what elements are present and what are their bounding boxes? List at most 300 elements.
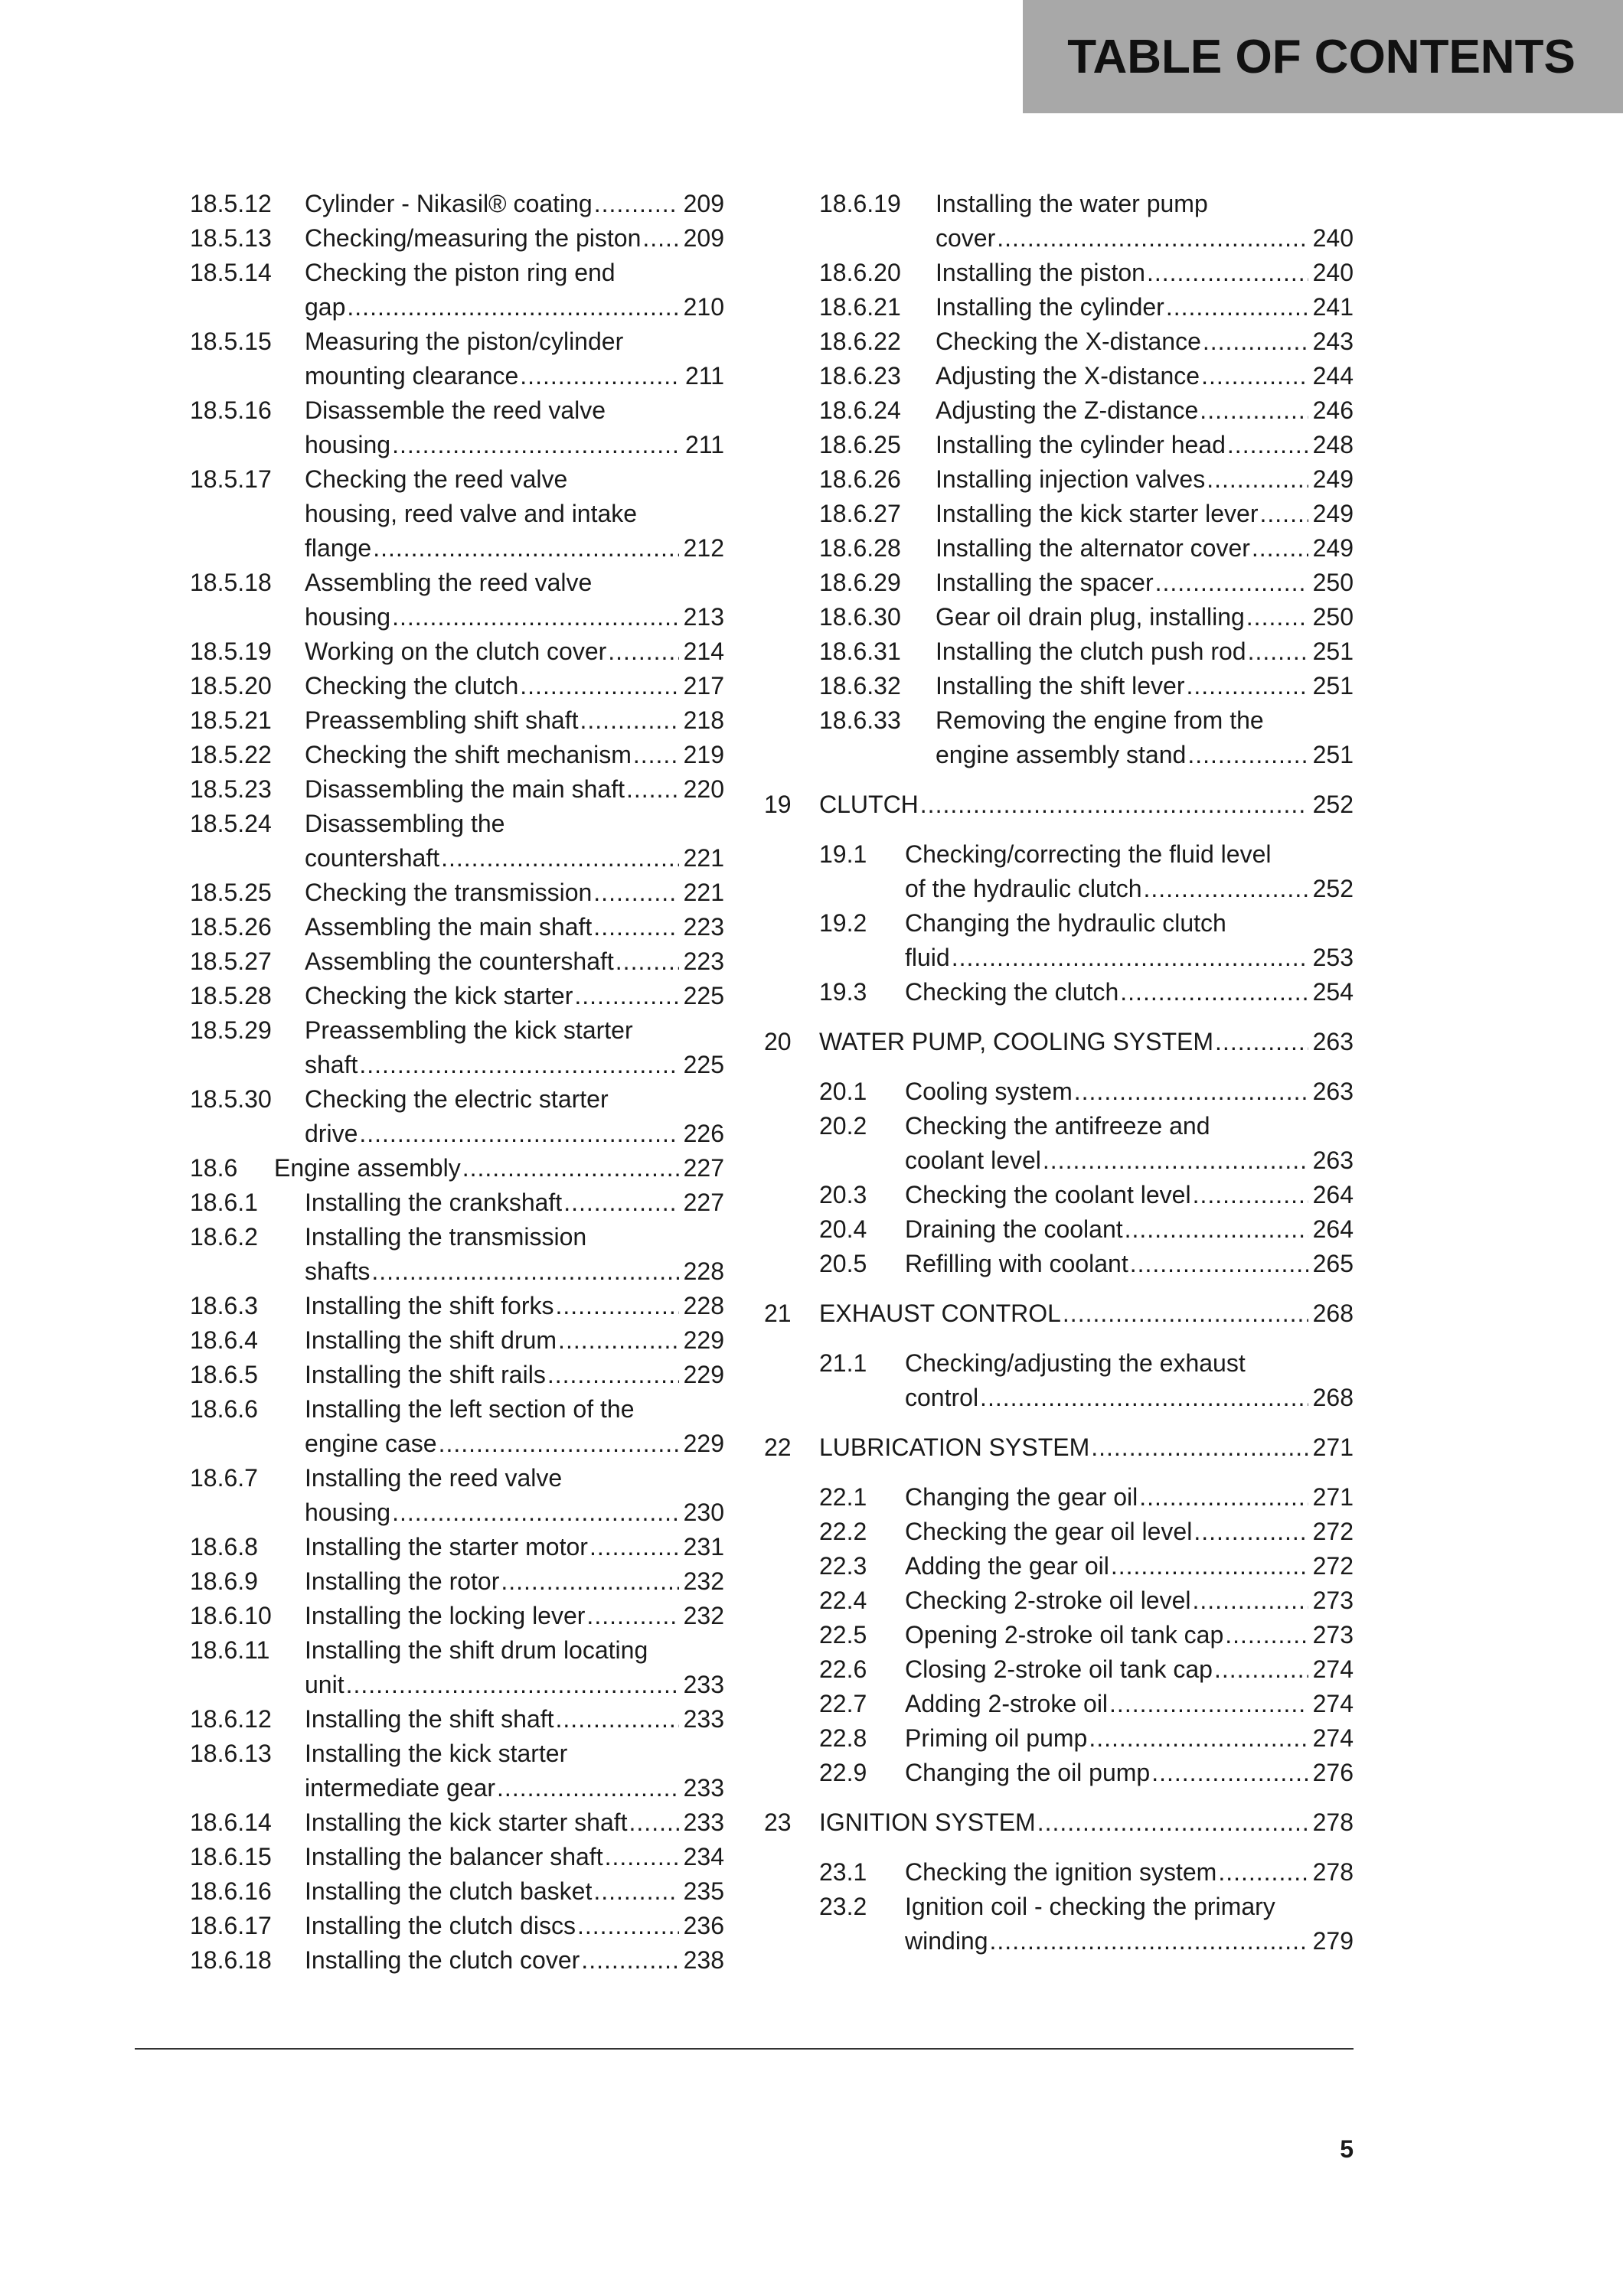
toc-entry-title: Installing the starter motor (305, 1533, 588, 1561)
toc-entry[interactable] (764, 669, 1354, 703)
toc-entry-page: 276 (1312, 1759, 1354, 1786)
toc-entry[interactable] (764, 1855, 1354, 1890)
dot-leader (346, 1668, 679, 1702)
toc-entry[interactable] (190, 1874, 724, 1909)
toc-entry-number: 18.6.9 (190, 1567, 258, 1595)
toc-entry[interactable] (190, 807, 724, 876)
dot-leader (980, 1381, 1308, 1415)
toc-entry-page: 227 (683, 1189, 724, 1216)
toc-entry-title: Installing the shift drum locating (305, 1636, 648, 1664)
toc-entry-title: Installing the shift forks (305, 1292, 554, 1319)
toc-entry-number: 19.1 (819, 840, 867, 868)
toc-entry-title: Checking/adjusting the exhaust (905, 1349, 1246, 1377)
toc-entry-title: LUBRICATION SYSTEM (819, 1433, 1090, 1461)
toc-entry-number: 22.7 (819, 1690, 867, 1717)
toc-entry[interactable] (190, 634, 724, 669)
toc-entry-number: 18.5.19 (190, 638, 272, 665)
toc-entry[interactable] (190, 1082, 724, 1151)
toc-entry-title: Installing the crankshaft (305, 1189, 563, 1216)
toc-entry[interactable] (764, 256, 1354, 290)
toc-entry[interactable] (190, 1702, 724, 1737)
toc-entry[interactable] (764, 1480, 1354, 1515)
toc-entry-page: 271 (1312, 1433, 1354, 1461)
toc-entry-page: 271 (1312, 1483, 1354, 1511)
toc-entry-number: 18.6.2 (190, 1223, 258, 1251)
toc-entry-number: 18.6.30 (819, 603, 901, 631)
toc-entry[interactable] (190, 772, 724, 807)
toc-entry-page: 211 (684, 362, 724, 390)
toc-entry[interactable] (764, 1583, 1354, 1618)
dot-leader (359, 1048, 678, 1082)
toc-entry-number: 18.5.21 (190, 706, 272, 734)
toc-entry-number: 18.6.15 (190, 1843, 272, 1870)
dot-leader (556, 1702, 679, 1737)
toc-entry-title: Installing the clutch push rod (936, 638, 1246, 665)
toc-entry-page: 248 (1312, 431, 1354, 458)
toc-entry-title: Checking the clutch (305, 672, 519, 700)
toc-entry[interactable] (764, 1549, 1354, 1583)
dot-leader (497, 1771, 679, 1805)
toc-entry[interactable] (190, 1358, 724, 1392)
toc-entry[interactable] (764, 531, 1354, 566)
toc-entry-page: 234 (683, 1843, 724, 1870)
dot-leader (1130, 1247, 1308, 1281)
toc-entry[interactable] (190, 1909, 724, 1943)
dot-leader (1120, 975, 1308, 1009)
dot-leader (1063, 1296, 1308, 1331)
toc-entry[interactable] (190, 1013, 724, 1082)
dot-leader (1144, 872, 1308, 906)
dot-leader (1214, 1652, 1308, 1687)
toc-entry[interactable] (764, 393, 1354, 428)
toc-entry[interactable] (190, 1151, 724, 1186)
dot-leader (1111, 1549, 1308, 1583)
toc-entry-number: 18.5.12 (190, 190, 272, 217)
toc-entry-page: 238 (683, 1946, 724, 1974)
section-gap (764, 1790, 1354, 1805)
toc-entry[interactable] (190, 187, 724, 221)
toc-entry-title: drive (305, 1120, 358, 1147)
toc-entry-number: 18.6 (190, 1154, 238, 1182)
toc-entry-number: 20.2 (819, 1112, 867, 1140)
toc-entry-title: Installing the left section of the (305, 1395, 635, 1423)
toc-entry-title: Checking the shift mechanism (305, 741, 632, 768)
toc-entry-number: 18.6.29 (819, 569, 901, 596)
toc-entry[interactable] (190, 1323, 724, 1358)
toc-entry[interactable] (190, 325, 724, 393)
toc-entry-number: 18.6.12 (190, 1705, 272, 1733)
toc-entry-page: 279 (1312, 1927, 1354, 1955)
toc-entry-number: 18.6.18 (190, 1946, 272, 1974)
toc-entry[interactable] (764, 1178, 1354, 1212)
toc-entry-page: 210 (683, 293, 724, 321)
section-gap (764, 1009, 1354, 1025)
toc-entry-title: Disassembling the (305, 810, 505, 837)
toc-entry-title: Installing injection valves (936, 465, 1206, 493)
dot-leader (1246, 600, 1308, 634)
toc-entry-page: 272 (1312, 1518, 1354, 1545)
toc-entry-page: 268 (1312, 1384, 1354, 1411)
toc-entry[interactable] (190, 1564, 724, 1599)
toc-entry[interactable] (190, 221, 724, 256)
toc-entry-title: Gear oil drain plug, installing (936, 603, 1245, 631)
toc-entry[interactable] (190, 1186, 724, 1220)
toc-entry-title: Assembling the countershaft (305, 947, 614, 975)
toc-entry-page: 217 (683, 672, 724, 700)
toc-entry-page: 209 (683, 224, 724, 252)
dot-leader (555, 1289, 678, 1323)
toc-entry-page: 273 (1312, 1621, 1354, 1649)
toc-entry-page: 225 (683, 982, 724, 1009)
dot-leader (1187, 738, 1308, 772)
toc-entry[interactable] (190, 566, 724, 634)
toc-entry[interactable] (190, 738, 724, 772)
toc-entry[interactable] (764, 600, 1354, 634)
toc-entry-page: 213 (683, 603, 724, 631)
toc-entry-title: Cooling system (905, 1078, 1073, 1105)
toc-entry-number: 18.6.28 (819, 534, 901, 562)
toc-entry-title: shaft (305, 1051, 358, 1078)
toc-entry-number: 18.6.26 (819, 465, 901, 493)
toc-entry[interactable] (190, 1220, 724, 1289)
toc-entry-number: 18.5.15 (190, 328, 272, 355)
dot-leader (1215, 1025, 1308, 1059)
dot-leader (1166, 290, 1308, 325)
toc-chapter-entry[interactable] (764, 1805, 1354, 1840)
section-gap (764, 1840, 1354, 1855)
toc-entry-number: 18.5.28 (190, 982, 272, 1009)
toc-entry-title: Refilling with coolant (905, 1250, 1128, 1277)
toc-entry[interactable] (190, 703, 724, 738)
toc-entry[interactable] (190, 1737, 724, 1805)
toc-entry[interactable] (190, 462, 724, 566)
dot-leader (1260, 497, 1308, 531)
dot-leader (373, 531, 678, 566)
toc-entry[interactable] (190, 876, 724, 910)
toc-entry[interactable] (764, 1890, 1354, 1958)
toc-entry[interactable] (764, 1075, 1354, 1109)
toc-entry-page: 223 (683, 947, 724, 975)
toc-entry-page: 226 (683, 1120, 724, 1147)
toc-entry-number: 22.6 (819, 1655, 867, 1683)
toc-entry-page: 227 (683, 1154, 724, 1182)
toc-entry[interactable] (764, 906, 1354, 975)
section-gap (764, 1331, 1354, 1346)
toc-entry-title: mounting clearance (305, 362, 519, 390)
toc-entry-page: 220 (683, 775, 724, 803)
toc-entry-page: 274 (1312, 1724, 1354, 1752)
toc-entry-number: 22.8 (819, 1724, 867, 1752)
toc-entry-title: engine case (305, 1430, 437, 1457)
toc-entry-title: housing (305, 603, 391, 631)
dot-leader (1089, 1721, 1308, 1756)
toc-entry-number: 22.4 (819, 1587, 867, 1614)
toc-entry-page: 231 (683, 1533, 724, 1561)
toc-entry[interactable] (764, 187, 1354, 256)
toc-entry-page: 249 (1312, 534, 1354, 562)
toc-entry[interactable] (764, 634, 1354, 669)
toc-entry-title: housing (305, 1499, 391, 1526)
toc-entry[interactable] (190, 1392, 724, 1461)
toc-entry-title: Installing the transmission (305, 1223, 587, 1251)
toc-entry-page: 232 (683, 1602, 724, 1629)
toc-entry-title: Priming oil pump (905, 1724, 1088, 1752)
toc-entry-number: 18.6.1 (190, 1189, 258, 1216)
toc-entry-number: 18.6.23 (819, 362, 901, 390)
toc-entry[interactable] (764, 290, 1354, 325)
dot-leader (1200, 393, 1308, 428)
toc-entry[interactable] (764, 1346, 1354, 1415)
dot-leader (1091, 1430, 1308, 1465)
section-gap (764, 1415, 1354, 1430)
dot-leader (1207, 462, 1308, 497)
dot-leader (642, 221, 678, 256)
toc-entry-number: 18.5.24 (190, 810, 272, 837)
toc-entry[interactable] (764, 428, 1354, 462)
dot-leader (392, 600, 679, 634)
dot-leader (605, 1840, 679, 1874)
toc-entry-title: fluid (905, 944, 950, 971)
toc-entry-number: 18.6.3 (190, 1292, 258, 1319)
toc-entry-title: Installing the locking lever (305, 1602, 586, 1629)
toc-entry-page: 249 (1312, 500, 1354, 527)
toc-entry-title: Adding the gear oil (905, 1552, 1109, 1580)
dot-leader (1147, 256, 1308, 290)
toc-entry-title: Opening 2-stroke oil tank cap (905, 1621, 1224, 1649)
toc-entry-title: countershaft (305, 844, 440, 872)
toc-entry-page: 250 (1312, 603, 1354, 631)
toc-entry-page: 221 (683, 844, 724, 872)
toc-entry-page: 229 (683, 1326, 724, 1354)
toc-entry[interactable] (190, 1530, 724, 1564)
toc-chapter-entry[interactable] (764, 1430, 1354, 1465)
dot-leader (997, 221, 1308, 256)
toc-entry-title: Checking the piston ring end (305, 259, 616, 286)
dot-leader (616, 944, 679, 979)
dot-leader (501, 1564, 678, 1599)
toc-entry-title: Installing the kick starter shaft (305, 1808, 628, 1836)
toc-entry-title: Ignition coil - checking the primary (905, 1893, 1275, 1920)
toc-entry-number: 18.6.32 (819, 672, 901, 700)
toc-entry[interactable] (764, 1109, 1354, 1178)
toc-entry-number: 23.2 (819, 1893, 867, 1920)
toc-entry-number: 19 (764, 791, 792, 818)
toc-entry-title: Changing the gear oil (905, 1483, 1138, 1511)
toc-entry-number: 20.5 (819, 1250, 867, 1277)
toc-entry[interactable] (764, 837, 1354, 906)
toc-entry-page: 263 (1312, 1028, 1354, 1055)
toc-entry-title: Checking the X-distance (936, 328, 1201, 355)
toc-entry-title: Changing the hydraulic clutch (905, 909, 1226, 937)
toc-entry[interactable] (764, 703, 1354, 772)
toc-entry-title: Working on the clutch cover (305, 638, 607, 665)
toc-entry-number: 18.5.30 (190, 1085, 272, 1113)
toc-entry[interactable] (190, 256, 724, 325)
toc-entry-page: 268 (1312, 1300, 1354, 1327)
toc-entry[interactable] (190, 669, 724, 703)
toc-entry-title: Checking/measuring the piston (305, 224, 642, 252)
toc-entry[interactable] (190, 1840, 724, 1874)
toc-entry-number: 18.6.16 (190, 1877, 272, 1905)
dot-leader (547, 1358, 679, 1392)
dot-leader (629, 1805, 679, 1840)
dot-leader (520, 669, 678, 703)
toc-entry-title: Installing the kick starter lever (936, 500, 1259, 527)
dot-leader (626, 772, 679, 807)
toc-entry-number: 21.1 (819, 1349, 867, 1377)
toc-entry-title: Installing the clutch discs (305, 1912, 576, 1939)
toc-entry-page: 265 (1312, 1250, 1354, 1277)
toc-entry[interactable] (764, 1756, 1354, 1790)
toc-entry-page: 273 (1312, 1587, 1354, 1614)
toc-entry-title: Installing the clutch basket (305, 1877, 593, 1905)
toc-entry-number: 22.1 (819, 1483, 867, 1511)
toc-entry[interactable] (764, 1687, 1354, 1721)
toc-entry-page: 251 (1312, 672, 1354, 700)
toc-entry[interactable] (190, 979, 724, 1013)
dot-leader (462, 1151, 679, 1186)
toc-entry-page: 252 (1312, 875, 1354, 902)
dot-leader (581, 1943, 678, 1978)
toc-entry[interactable] (764, 1721, 1354, 1756)
toc-entry-number: 18.5.20 (190, 672, 272, 700)
toc-entry-number: 20.3 (819, 1181, 867, 1208)
toc-entry[interactable] (764, 462, 1354, 497)
toc-entry-page: 209 (683, 190, 724, 217)
toc-entry[interactable] (190, 1943, 724, 1978)
toc-entry-title: Installing the rotor (305, 1567, 500, 1595)
toc-entry[interactable] (764, 566, 1354, 600)
dot-leader (347, 290, 678, 325)
toc-entry[interactable] (190, 1289, 724, 1323)
dot-leader (1252, 531, 1308, 566)
toc-entry-number: 18.5.27 (190, 947, 272, 975)
toc-entry-number: 21 (764, 1300, 792, 1327)
toc-entry-title: Installing the shift drum (305, 1326, 557, 1354)
toc-entry[interactable] (764, 1618, 1354, 1652)
toc-entry-title: engine assembly stand (936, 741, 1187, 768)
toc-right-column (764, 187, 1354, 1958)
toc-entry-title: gap (305, 293, 346, 321)
toc-entry-number: 18.6.6 (190, 1395, 258, 1423)
dot-leader (608, 634, 678, 669)
dot-leader (520, 359, 681, 393)
toc-entry[interactable] (190, 1461, 724, 1530)
toc-entry-number: 22.5 (819, 1621, 867, 1649)
dot-leader (586, 1599, 678, 1633)
toc-entry[interactable] (764, 1212, 1354, 1247)
dot-leader (1193, 1178, 1308, 1212)
toc-entry-title: Installing the cylinder head (936, 431, 1226, 458)
toc-entry-page: 241 (1312, 293, 1354, 321)
toc-entry-title: Preassembling shift shaft (305, 706, 579, 734)
toc-entry-title: Checking 2-stroke oil level (905, 1587, 1191, 1614)
toc-entry-number: 18.6.11 (190, 1636, 270, 1664)
toc-entry-page: 240 (1312, 224, 1354, 252)
toc-entry-number: 18.6.25 (819, 431, 901, 458)
toc-entry-title: CLUTCH (819, 791, 919, 818)
toc-entry-page: 223 (683, 913, 724, 941)
toc-entry-title: Installing the piston (936, 259, 1145, 286)
toc-entry[interactable] (764, 1515, 1354, 1549)
toc-entry[interactable] (764, 1652, 1354, 1687)
toc-entry-number: 18.6.14 (190, 1808, 272, 1836)
dot-leader (1187, 669, 1308, 703)
toc-entry-title: shafts (305, 1257, 371, 1285)
toc-entry[interactable] (764, 359, 1354, 393)
dot-leader (1193, 1583, 1308, 1618)
toc-entry-number: 18.6.8 (190, 1533, 258, 1561)
toc-entry-title: housing, reed valve and intake (305, 500, 638, 527)
toc-entry[interactable] (764, 325, 1354, 359)
toc-entry[interactable] (190, 393, 724, 462)
toc-entry-page: 263 (1312, 1146, 1354, 1174)
toc-entry-number: 22.3 (819, 1552, 867, 1580)
toc-entry[interactable] (190, 1599, 724, 1633)
toc-entry-title: Checking the reed valve (305, 465, 568, 493)
toc-entry[interactable] (764, 497, 1354, 531)
dot-leader (952, 941, 1308, 975)
toc-entry[interactable] (190, 1805, 724, 1840)
toc-chapter-entry[interactable] (764, 1025, 1354, 1059)
toc-entry-title: Checking the coolant level (905, 1181, 1191, 1208)
toc-entry-page: 218 (683, 706, 724, 734)
dot-leader (593, 1874, 678, 1909)
dot-leader (441, 841, 679, 876)
toc-chapter-entry[interactable] (764, 1296, 1354, 1331)
toc-entry-number: 18.6.13 (190, 1740, 272, 1767)
toc-entry[interactable] (764, 1247, 1354, 1281)
toc-entry-number: 18.5.17 (190, 465, 272, 493)
section-gap (764, 1465, 1354, 1480)
toc-entry[interactable] (190, 910, 724, 944)
dot-leader (1043, 1143, 1308, 1178)
dot-leader (392, 1495, 679, 1530)
section-gap (764, 1281, 1354, 1296)
toc-entry-page: 274 (1312, 1655, 1354, 1683)
toc-entry-page: 221 (683, 879, 724, 906)
toc-chapter-entry[interactable] (764, 788, 1354, 822)
dot-leader (577, 1909, 679, 1943)
toc-entry-number: 18.5.13 (190, 224, 272, 252)
toc-entry-number: 23.1 (819, 1858, 867, 1886)
toc-entry-page: 225 (683, 1051, 724, 1078)
toc-entry-page: 232 (683, 1567, 724, 1595)
toc-entry-number: 22.2 (819, 1518, 867, 1545)
toc-entry-page: 229 (683, 1361, 724, 1388)
toc-entry-page: 251 (1312, 741, 1354, 768)
toc-entry-page: 233 (683, 1774, 724, 1802)
toc-entry[interactable] (190, 1633, 724, 1702)
toc-entry-number: 18.5.14 (190, 259, 272, 286)
footer-divider (135, 2048, 1354, 2050)
section-gap (764, 822, 1354, 837)
toc-entry-number: 18.6.7 (190, 1464, 258, 1492)
toc-entry-page: 274 (1312, 1690, 1354, 1717)
header-box (1023, 0, 1623, 113)
toc-entry[interactable] (764, 975, 1354, 1009)
dot-leader (1074, 1075, 1308, 1109)
toc-entry-page: 254 (1312, 978, 1354, 1006)
toc-entry-page: 251 (1312, 638, 1354, 665)
dot-leader (1139, 1480, 1308, 1515)
toc-entry-page: 211 (684, 431, 724, 458)
dot-leader (1109, 1687, 1308, 1721)
dot-leader (1125, 1212, 1308, 1247)
dot-leader (1248, 634, 1308, 669)
toc-entry[interactable] (190, 944, 724, 979)
toc-entry-title: Adding 2-stroke oil (905, 1690, 1109, 1717)
